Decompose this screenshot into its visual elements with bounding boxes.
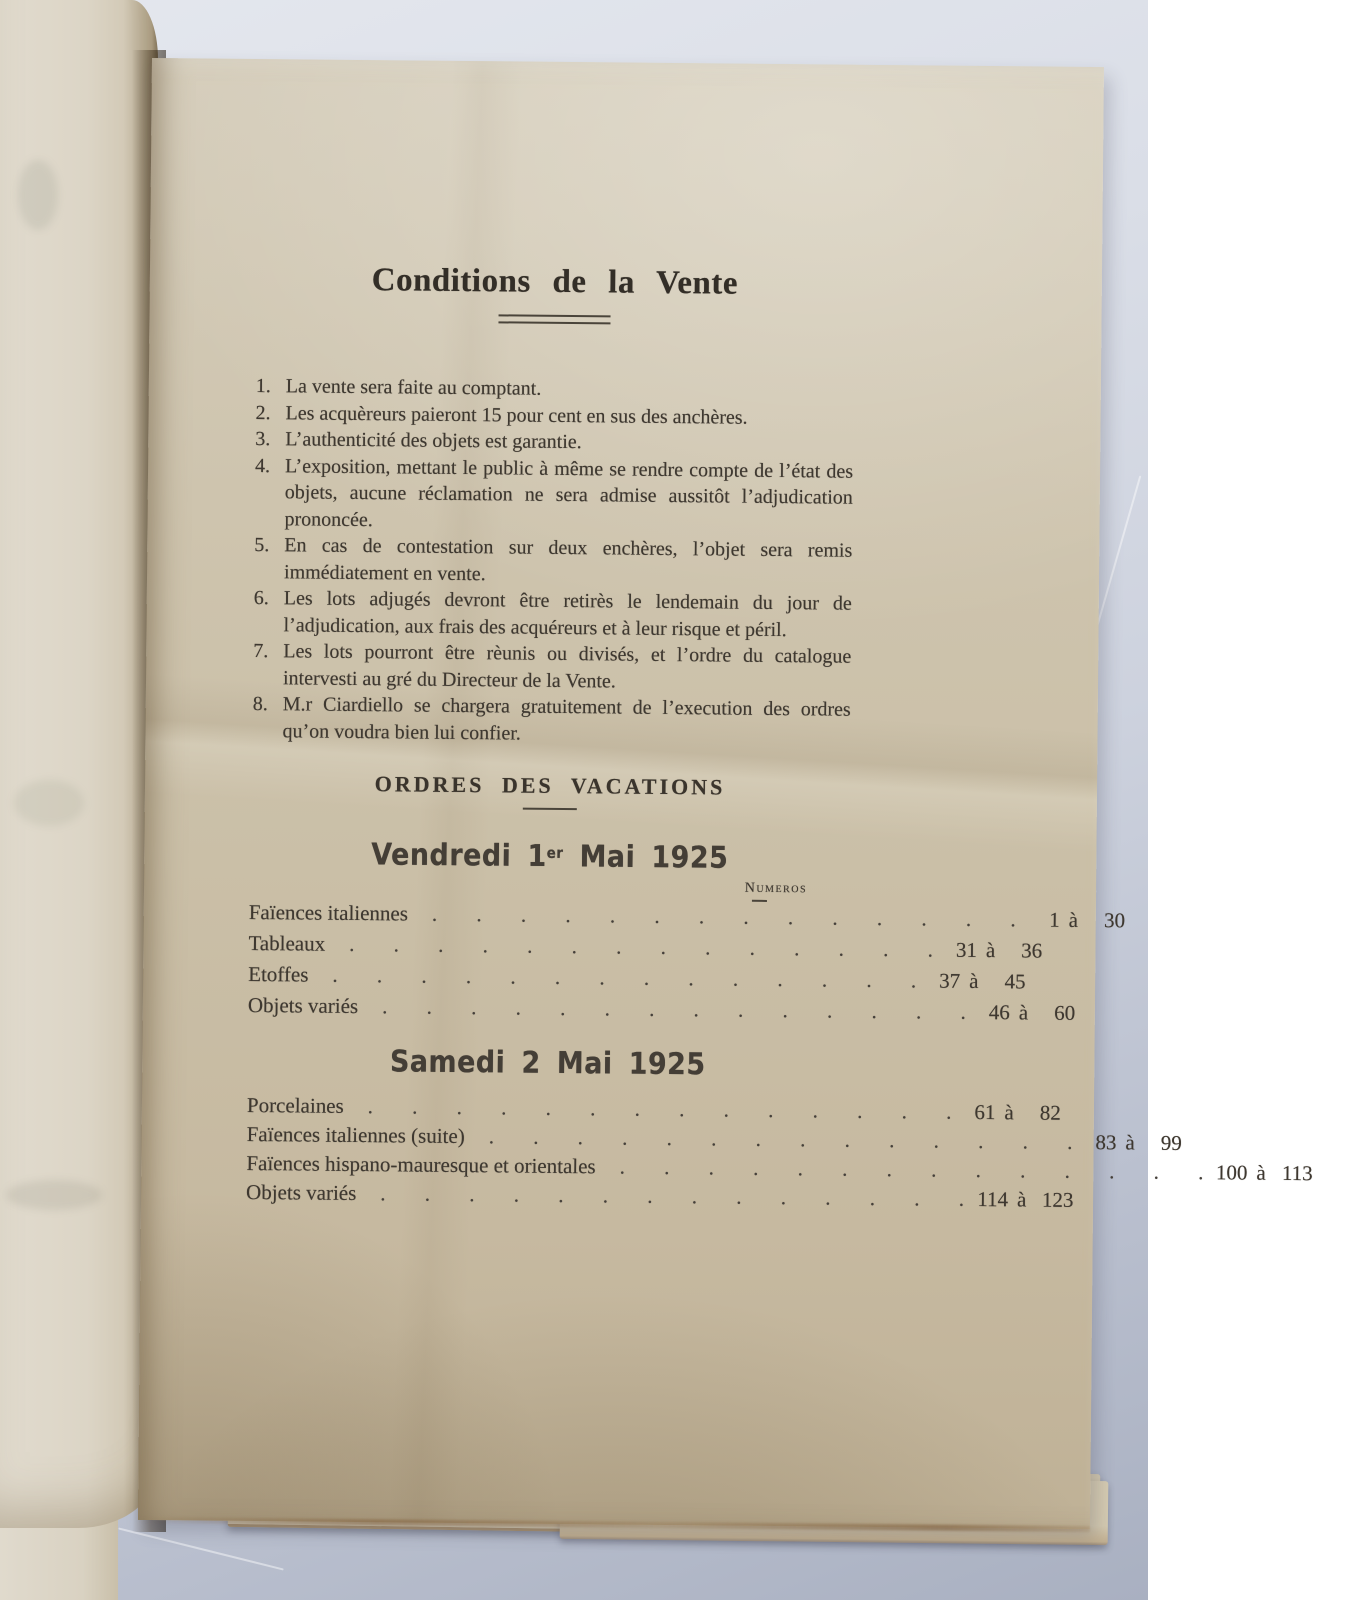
range-separator: à (1004, 1100, 1014, 1125)
dot-leader: . . . . . . . . . . . . . . (380, 1181, 965, 1212)
catalog-page (138, 58, 1313, 1529)
lot-range (933, 937, 1077, 964)
condition-number: 4. (254, 454, 271, 477)
dot-leader: . . . . . . . . . . . . . . (332, 963, 917, 993)
table-row (247, 992, 1076, 1026)
range-separator: à (985, 938, 996, 963)
page-title: Conditions de la Vente (371, 262, 739, 302)
range-separator: à (1016, 1187, 1027, 1212)
bleedthrough-smudge (14, 780, 84, 826)
vacations-rule (523, 808, 577, 811)
condition-text: Les lots pourront être rèunis ou divisés, et l’ordre du catalogue intervesti au gré du Directeur de la Vente. (282, 640, 852, 692)
lot-range (1203, 1159, 1347, 1186)
lot-from: 31 (955, 938, 978, 963)
lot-from: 61 (974, 1100, 996, 1125)
lot-category: Tableaux (248, 931, 326, 956)
lot-category: Objets variés (247, 993, 359, 1019)
condition-text: M.r Ciardiello se chargera gratuitement de l’execution des ordres qu’on voudra bien lui confier. (282, 693, 851, 745)
lot-range (966, 999, 1110, 1026)
session2-table (246, 1092, 1313, 1213)
lot-category: Porcelaines (246, 1093, 344, 1119)
lot-category: Objets variés (246, 1180, 357, 1206)
lot-range (1072, 1129, 1216, 1156)
page-content (246, 59, 1313, 1214)
lot-from: 37 (939, 968, 961, 994)
lot-from: 46 (988, 1000, 1010, 1025)
bleedthrough-smudge (18, 160, 58, 230)
condition-text: La vente sera faite au comptant. (285, 375, 542, 400)
condition-text: Les lots adjugés devront être retirès le lendemain du jour de l’adjudication, aux frais des acquéreurs et à leur risque et péril. (283, 587, 852, 641)
lot-from: 1 (1049, 907, 1060, 933)
condition-item (251, 638, 851, 697)
range-separator: à (1256, 1160, 1266, 1185)
lot-range (1016, 907, 1160, 934)
surface-scratch (118, 1527, 283, 1570)
lot-category: Faïences italiennes (248, 900, 409, 926)
ordinal-superscript: er (546, 843, 564, 862)
range-separator: à (1125, 1130, 1135, 1155)
numeros-header (249, 876, 849, 902)
lot-range (951, 1099, 1095, 1126)
condition-text: Les acquèreurs paieront 15 pour cent en sus des anchères. (285, 401, 748, 429)
condition-number: 6. (253, 587, 269, 610)
conditions-list (250, 373, 854, 750)
lot-to: 82 (1039, 1100, 1061, 1126)
dot-leader: . . . . . . . . . . . . . . (488, 1124, 1073, 1155)
bleedthrough-smudge (6, 1180, 102, 1210)
condition-number: 8. (252, 692, 268, 716)
range-separator: à (1018, 1000, 1029, 1025)
lot-to: 99 (1160, 1130, 1182, 1156)
numeros-label: Numeros (744, 880, 808, 897)
condition-text: En cas de contestation sur deux enchères, l’objet sera remis immédiatement en vente. (283, 534, 853, 585)
lot-range (916, 968, 1060, 995)
condition-item (251, 585, 851, 644)
lot-from: 114 (977, 1187, 1009, 1212)
lot-range (964, 1186, 1108, 1213)
lot-to: 113 (1281, 1161, 1313, 1186)
range-separator: à (1068, 908, 1079, 933)
lot-category: Faïences hispano-mauresque et orientales (246, 1151, 596, 1179)
condition-item (252, 452, 853, 537)
session2-date-text: Samedi 2 Mai 1925 (389, 1044, 706, 1083)
table-row (248, 899, 1126, 933)
table-row (246, 1179, 1074, 1213)
session1-table (247, 899, 1126, 1026)
vacations-heading: ORDRES DES VACATIONS (374, 771, 726, 800)
dot-leader: . . . . . . . . . . . . . . (349, 932, 934, 962)
session1-date (249, 833, 849, 877)
condition-number: 1. (255, 375, 271, 398)
lot-to: 45 (1004, 969, 1026, 994)
session1-date-text: Mai 1925 (562, 839, 729, 876)
table-row (248, 961, 1026, 994)
lot-category: Faïences italiennes (suite) (246, 1122, 465, 1149)
condition-text: L’exposition, mettant le public à même se rendre compte de l’état des objets, aucune réclamation ne sera admise aussitôt l’adjudication prononcée. (284, 454, 854, 531)
table-row (246, 1121, 1182, 1156)
lot-from: 83 (1095, 1130, 1117, 1155)
range-separator: à (969, 969, 979, 994)
dot-leader: . . . . . . . . . . . . . . (367, 1094, 952, 1124)
dot-leader: . . . . . . . . . . . . . . (619, 1154, 1204, 1185)
condition-number: 3. (255, 428, 271, 451)
numeros-dash (752, 900, 767, 902)
condition-item (250, 691, 850, 750)
lot-to: 123 (1041, 1187, 1074, 1213)
dot-leader: . . . . . . . . . . . . . . (431, 901, 1016, 932)
condition-number: 7. (253, 640, 269, 663)
table-row (246, 1092, 1061, 1126)
lot-from: 100 (1215, 1160, 1248, 1185)
condition-item (252, 532, 852, 591)
lot-to: 36 (1021, 938, 1043, 963)
lot-category: Etoffes (248, 962, 309, 987)
table-row (248, 930, 1043, 963)
lot-to: 30 (1103, 908, 1126, 933)
title-rule (498, 314, 610, 324)
condition-number: 2. (255, 401, 271, 424)
session1-date-text: Vendredi 1 (370, 837, 547, 875)
lot-to: 60 (1054, 1000, 1076, 1026)
session2-date (247, 1044, 847, 1084)
condition-number: 5. (254, 534, 270, 557)
condition-text: L’authenticité des objets est garantie. (285, 428, 582, 454)
table-row (246, 1150, 1313, 1186)
dot-leader: . . . . . . . . . . . . . . (382, 994, 966, 1025)
